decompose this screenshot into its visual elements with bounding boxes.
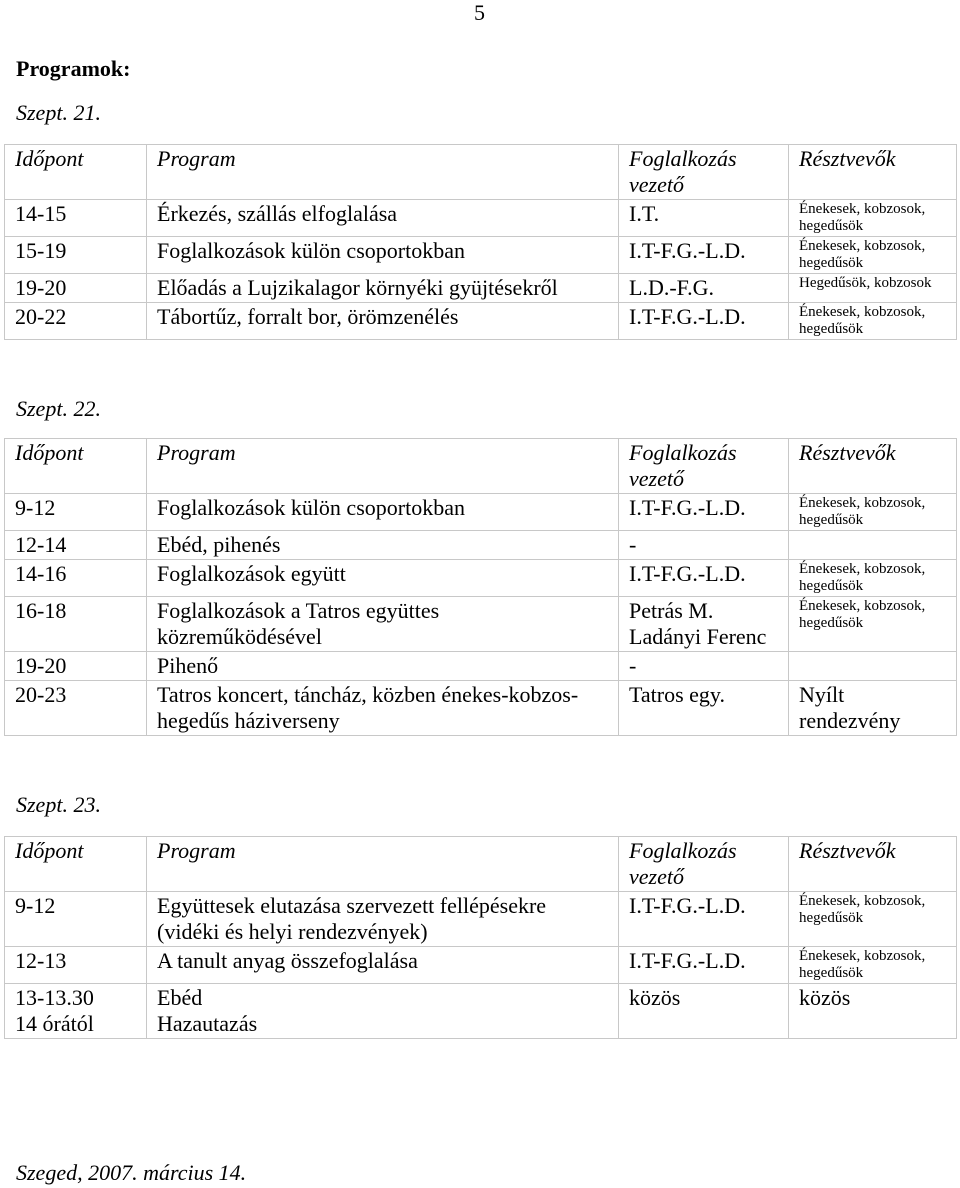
header-participants: Résztvevők [789, 439, 957, 494]
cell-leader: I.T-F.G.-L.D. [619, 560, 789, 597]
cell-participants: Hegedűsök, kobzosok [789, 274, 957, 303]
table-header-row [5, 837, 957, 892]
table-row [5, 984, 957, 1039]
cell-leader: I.T-F.G.-L.D. [619, 237, 789, 274]
table-row [5, 200, 957, 237]
table-row [5, 652, 957, 681]
header-leader: Foglalkozás vezető [619, 145, 789, 200]
cell-participants: Nyílt rendezvény [789, 681, 957, 736]
cell-time: 16-18 [5, 597, 147, 652]
day-1-schedule-table [4, 144, 957, 340]
header-participants: Résztvevők [789, 837, 957, 892]
header-time: Időpont [5, 439, 147, 494]
cell-time: 9-12 [5, 494, 147, 531]
cell-time: 19-20 [5, 274, 147, 303]
cell-leader: Petrás M. Ladányi Ferenc [619, 597, 789, 652]
cell-leader: I.T-F.G.-L.D. [619, 494, 789, 531]
cell-participants [789, 652, 957, 681]
cell-program: Tábortűz, forralt bor, örömzenélés [147, 303, 619, 340]
header-program: Program [147, 145, 619, 200]
table-row [5, 274, 957, 303]
table-row [5, 597, 957, 652]
cell-participants: Énekesek, kobzosok, hegedűsök [789, 597, 957, 652]
header-leader: Foglalkozás vezető [619, 837, 789, 892]
cell-participants: Énekesek, kobzosok, hegedűsök [789, 303, 957, 340]
cell-time: 14-16 [5, 560, 147, 597]
table-row [5, 892, 957, 947]
cell-time: 14-15 [5, 200, 147, 237]
day-1-date: Szept. 21. [16, 100, 101, 125]
table-row [5, 681, 957, 736]
cell-time: 19-20 [5, 652, 147, 681]
cell-leader: Tatros egy. [619, 681, 789, 736]
cell-time: 12-13 [5, 947, 147, 984]
footer-place-date: Szeged, 2007. március 14. [16, 1160, 247, 1185]
cell-program: Érkezés, szállás elfoglalása [147, 200, 619, 237]
table-row [5, 494, 957, 531]
cell-leader: I.T. [619, 200, 789, 237]
cell-program [147, 984, 619, 1039]
table-row [5, 560, 957, 597]
header-leader: Foglalkozás vezető [619, 439, 789, 494]
header-time: Időpont [5, 837, 147, 892]
table-header-row [5, 145, 957, 200]
page-number: 5 [474, 0, 485, 25]
program-line: Hazautazás [157, 1011, 258, 1036]
cell-program: Ebéd, pihenés [147, 531, 619, 560]
cell-program: Foglalkozások együtt [147, 560, 619, 597]
header-program: Program [147, 439, 619, 494]
cell-participants: közös [789, 984, 957, 1039]
cell-time: 20-22 [5, 303, 147, 340]
cell-program: Tatros koncert, táncház, közben énekes-kobzos-hegedűs háziverseny [147, 681, 619, 736]
day-3-schedule-table [4, 836, 957, 1039]
table-row [5, 531, 957, 560]
cell-leader: I.T-F.G.-L.D. [619, 303, 789, 340]
time-line: 13-13.30 [15, 985, 94, 1010]
cell-program [147, 892, 619, 947]
cell-program: Előadás a Lujzikalagor környéki gyüjtésekről [147, 274, 619, 303]
table-row [5, 303, 957, 340]
cell-program: Foglalkozások a Tatros együttes közreműködésével [147, 597, 619, 652]
cell-participants [789, 531, 957, 560]
cell-time: 20-23 [5, 681, 147, 736]
table-row [5, 237, 957, 274]
cell-time: 15-19 [5, 237, 147, 274]
table-header-row [5, 439, 957, 494]
header-participants: Résztvevők [789, 145, 957, 200]
cell-leader: - [619, 652, 789, 681]
cell-leader: I.T-F.G.-L.D. [619, 892, 789, 947]
cell-participants: Énekesek, kobzosok, hegedűsök [789, 947, 957, 984]
cell-leader: L.D.-F.G. [619, 274, 789, 303]
cell-program: Pihenő [147, 652, 619, 681]
time-line: 14 órától [15, 1011, 94, 1036]
cell-leader: I.T-F.G.-L.D. [619, 947, 789, 984]
program-line: Együttesek elutazása szervezett fellépésekre [157, 893, 547, 918]
cell-participants: Énekesek, kobzosok, hegedűsök [789, 892, 957, 947]
day-3-date: Szept. 23. [16, 792, 101, 817]
cell-program: Foglalkozások külön csoportokban [147, 237, 619, 274]
cell-leader: közös [619, 984, 789, 1039]
cell-participants: Énekesek, kobzosok, hegedűsök [789, 494, 957, 531]
cell-leader: - [619, 531, 789, 560]
header-time: Időpont [5, 145, 147, 200]
cell-program: Foglalkozások külön csoportokban [147, 494, 619, 531]
header-program: Program [147, 837, 619, 892]
cell-program: A tanult anyag összefoglalása [147, 947, 619, 984]
cell-time: 9-12 [5, 892, 147, 947]
cell-time: 12-14 [5, 531, 147, 560]
program-line: Ebéd [157, 985, 203, 1010]
program-line: (vidéki és helyi rendezvények) [157, 919, 428, 944]
table-row [5, 947, 957, 984]
page-heading: Programok: [16, 56, 131, 81]
day-2-schedule-table [4, 438, 957, 736]
cell-participants: Énekesek, kobzosok, hegedűsök [789, 237, 957, 274]
cell-participants: Énekesek, kobzosok, hegedűsök [789, 200, 957, 237]
cell-participants: Énekesek, kobzosok, hegedűsök [789, 560, 957, 597]
day-2-date: Szept. 22. [16, 396, 101, 421]
cell-time [5, 984, 147, 1039]
